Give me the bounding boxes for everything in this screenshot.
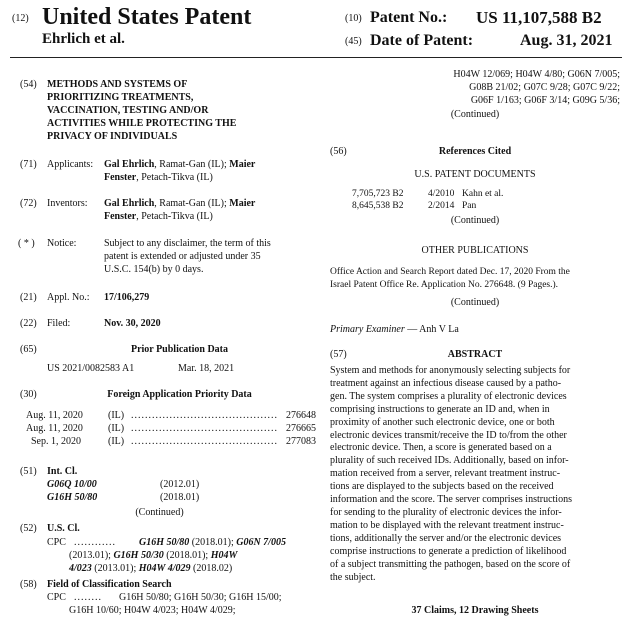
invention-title: METHODS AND SYSTEMS OF PRIORITIZING TREATMENTS, VACCINATION, TESTING AND/OR ACTIVITIES WHILE PROTECTING THE PRIVACY OF INDIVIDUALS: [47, 79, 237, 142]
appl-number: 17/106,279: [104, 292, 150, 303]
notice-code: ( * ): [18, 238, 35, 249]
date-code: (45): [345, 36, 362, 47]
refs-code: (56): [330, 146, 347, 157]
inventor-short: Ehrlich et al.: [42, 31, 125, 47]
table-row: 8,645,538 B2 2/2014 Pan: [352, 201, 477, 211]
continued-label: (Continued): [450, 297, 500, 308]
filed-label: Filed:: [47, 318, 71, 329]
notice-label: Notice:: [47, 238, 77, 249]
claims-summary: 37 Claims, 12 Drawing Sheets: [411, 605, 539, 616]
primary-examiner: Primary Examiner — Anh V La: [330, 324, 459, 335]
continued-label: (Continued): [450, 109, 500, 120]
table-row: 7,705,723 B2 4/2010 Kahn et al.: [352, 189, 504, 199]
abstract-title: ABSTRACT: [447, 349, 503, 360]
field-title: Field of Classification Search: [47, 579, 172, 590]
patent-no-label: Patent No.:: [370, 9, 448, 26]
inventors-label: Inventors:: [47, 198, 88, 209]
classification-continued: H04W 12/069; H04W 4/80; G06N 7/005; G08B 21/02; G07C 9/28; G07C 9/22; G06F 1/163; G06F 3/14; G09G 5/36;: [453, 69, 620, 106]
title-code: (54): [20, 79, 37, 90]
uscl-cpc: CPC ............ G16H 50/80 (2018.01); G06N 7/005 (2013.01); G16H 50/30 (2018.01); H04W 4/023 (2013.01); H04W 4/029 (2018.02): [47, 537, 286, 574]
patent-number: US 11,107,588 B2: [476, 8, 602, 27]
header-divider: [10, 57, 622, 58]
intcl-class-2: G16H 50/80: [47, 492, 98, 503]
notice-text: Subject to any disclaimer, the term of this patent is extended or adjusted under 35 U.S.C. 154(b) by 0 days.: [104, 238, 271, 275]
us-docs-table: [352, 188, 612, 212]
intcl-class-1: G06Q 10/00: [47, 479, 97, 490]
patent-no-code: (10): [345, 13, 362, 24]
uscl-title: U.S. Cl.: [47, 523, 80, 534]
intcl-title: Int. Cl.: [47, 466, 78, 477]
intcl-version-2: (2018.01): [160, 492, 200, 503]
filed-date: Nov. 30, 2020: [104, 318, 161, 329]
foreign-title: Foreign Application Priority Data: [107, 389, 252, 400]
other-pubs-title: OTHER PUBLICATIONS: [421, 245, 529, 256]
patent-type-title: United States Patent: [42, 4, 252, 30]
foreign-code: (30): [20, 389, 37, 400]
intcl-code: (51): [20, 466, 37, 477]
applicants-label: Applicants:: [47, 159, 94, 170]
table-row: Sep. 1, 2020 (IL) .......................................... 277083: [31, 436, 316, 447]
abstract-text: System and methods for anonymously selecting subjects for treatment against an infectious disease caused by a patho- gen. The system comprises a plurality of electronic devices comprising instructions to generate an ID and, when in proximity of another such electronic device, one or both electronic devices transmit/receive the ID to/from the other electronic device. Then, a score is generated based on a plurality of such received IDs. Additionally, based on infor- mation received from a server, relevant treatment instruc- tions are displayed to the subjects based on the received information and the score. The server comprises instructions for sending to the plurality of electronic devices the infor- mation to be displayed with the relevant treatment instruc- tions, additionally the server and/or the electronic devices comprise instructions to generate a prediction of likelihood of a subject transmitting the pathogen, based on the score of the subject.: [330, 365, 572, 583]
applicants-value: Gal Ehrlich, Ramat-Gan (IL); Maier Fenster, Petach-Tikva (IL): [104, 159, 256, 183]
kind-code: (12): [12, 13, 29, 24]
table-row: Aug. 11, 2020 (IL) .......................................... 276648: [26, 410, 316, 421]
prior-pub: US 2021/0082583 A1: [47, 363, 135, 374]
applicants-code: (71): [20, 159, 37, 170]
date-label: Date of Patent:: [370, 32, 474, 49]
foreign-table: [26, 409, 318, 448]
us-docs-title: U.S. PATENT DOCUMENTS: [414, 169, 536, 180]
continued-label: (Continued): [135, 507, 184, 518]
prior-code: (65): [20, 344, 37, 355]
field-cpc: CPC ........ G16H 50/80; G16H 50/30; G16H 15/00; G16H 10/60; H04W 4/023; H04W 4/029;: [47, 592, 282, 616]
filed-code: (22): [20, 318, 37, 329]
continued-label: (Continued): [450, 215, 500, 226]
appl-code: (21): [20, 292, 37, 303]
inventors-code: (72): [20, 198, 37, 209]
prior-date: Mar. 18, 2021: [178, 363, 235, 374]
other-pubs-text: Office Action and Search Report dated Dec. 17, 2020 From the Israel Patent Office Re. Application No. 276648. (9 Pages.).: [330, 267, 570, 290]
intcl-version-1: (2012.01): [160, 479, 200, 490]
refs-title: References Cited: [438, 146, 512, 157]
table-row: Aug. 11, 2020 (IL) .......................................... 276665: [26, 423, 316, 434]
abstract-code: (57): [330, 349, 347, 360]
patent-date: Aug. 31, 2021: [520, 32, 613, 49]
prior-title: Prior Publication Data: [130, 344, 229, 355]
appl-label: Appl. No.:: [47, 292, 90, 303]
field-code: (58): [20, 579, 37, 590]
inventors-value: Gal Ehrlich, Ramat-Gan (IL); Maier Fenster, Petach-Tikva (IL): [104, 198, 256, 222]
uscl-code: (52): [20, 523, 37, 534]
